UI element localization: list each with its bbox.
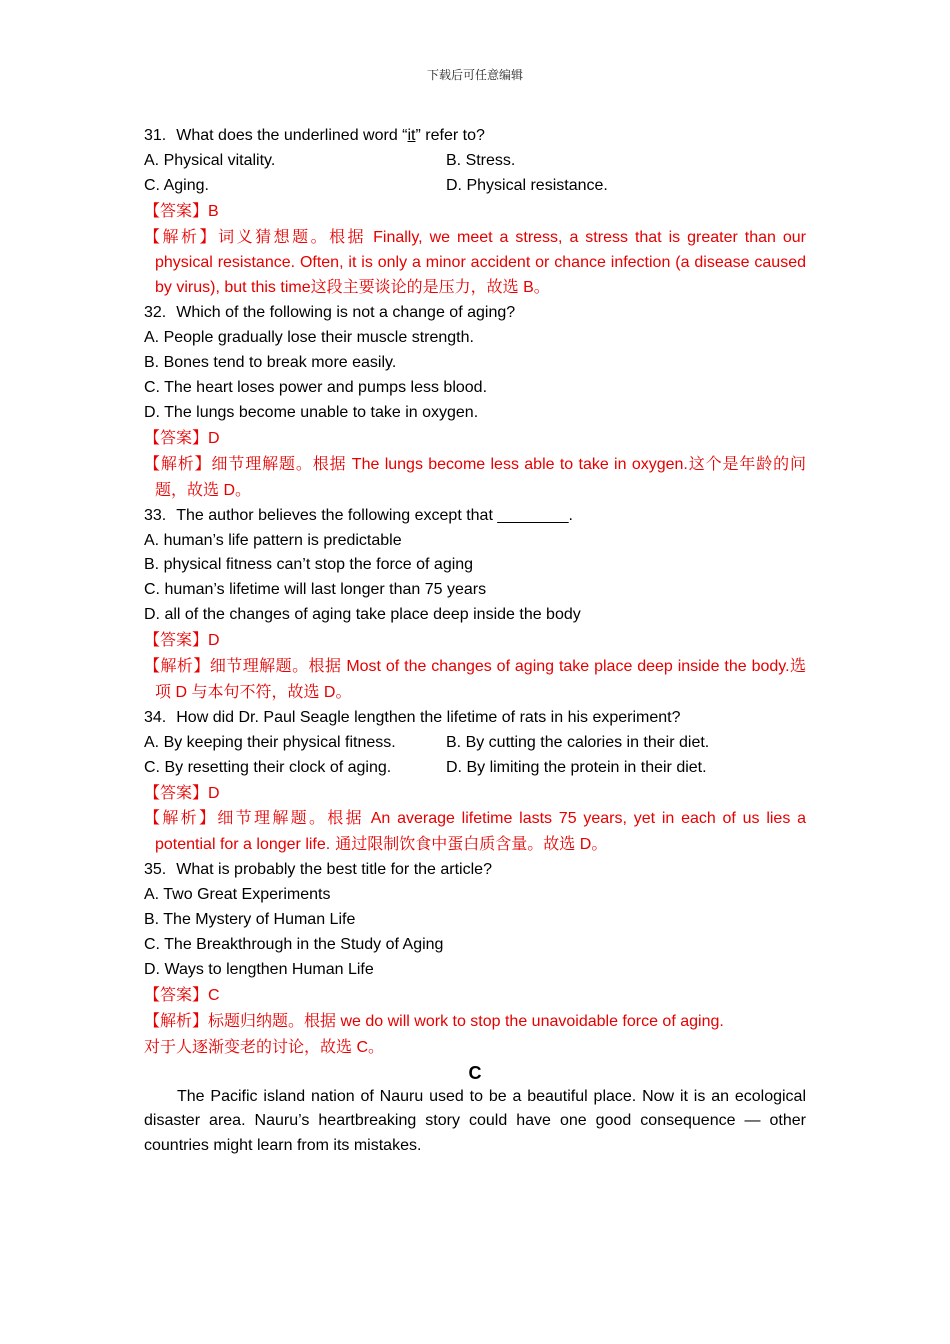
question-34-options-row-1	[144, 731, 806, 756]
option-a: A. People gradually lose their muscle strength.	[144, 329, 474, 347]
option-b: B. Stress.	[446, 151, 516, 169]
question-number: 32.	[144, 304, 167, 322]
question-number: 31.	[144, 127, 167, 144]
question-33-explanation: 【解析】细节理解题。根据 Most of the changes of aging take place deep inside the body.选项 D 与本句不符，故选 D。	[144, 656, 806, 701]
option-d: D. Ways to lengthen Human Life	[144, 960, 374, 978]
question-34-explanation: 【解析】细节理解题。根据 An average lifetime lasts 75 years, yet in each of us lies a potential for a longer life. 通过限制饮食中蛋白质含量。故选 D。	[144, 808, 806, 854]
question-number: 33.	[144, 506, 167, 524]
passage-paragraph: The Pacific island nation of Nauru used to be a beautiful place. Now it is an ecological disaster area. Nauru’s heartbreaking story could have one good consequence — other countries might learn from its mistakes.	[144, 1087, 806, 1155]
option-c: C. human’s lifetime will last longer than 75 years	[144, 581, 487, 599]
option-a: A. By keeping their physical fitness.	[144, 733, 396, 751]
section-title: C	[468, 1062, 482, 1083]
page-header: 下载后可任意编辑	[426, 68, 523, 82]
question-number: 35.	[144, 861, 167, 879]
question-32-explanation: 【解析】细节理解题。根据 The lungs become less able to take in oxygen.这个是年龄的问题，故选 D。	[144, 453, 806, 499]
question-33-answer: 【答案】D	[144, 630, 220, 650]
question-34-options-row-2	[144, 756, 806, 781]
question-31-options-row-2	[144, 174, 806, 199]
option-a: A. human’s life pattern is predictable	[144, 531, 402, 549]
option-a: A. Two Great Experiments	[144, 886, 331, 904]
option-a: A. Physical vitality.	[144, 151, 276, 169]
option-b: B. physical fitness can’t stop the force of aging	[144, 556, 474, 574]
question-31-stem: 31. What does the underlined word “it” refer to?	[144, 127, 485, 144]
option-c: C. Aging.	[144, 176, 209, 194]
question-31-answer: 【答案】B	[144, 200, 219, 220]
question-number: 34.	[144, 708, 167, 726]
option-b: B. Bones tend to break more easily.	[144, 354, 397, 372]
question-35-explanation: 【解析】标题归纳题。根据 we do will work to stop the unavoidable force of aging. 对于人逐渐变老的讨论，故选 C。	[144, 1010, 724, 1056]
question-31-options-row-1	[144, 149, 806, 174]
document-body	[144, 124, 806, 1159]
option-b: B. By cutting the calories in their diet.	[446, 733, 710, 751]
option-c: C. The heart loses power and pumps less blood.	[144, 379, 488, 397]
option-b: B. The Mystery of Human Life	[144, 911, 356, 929]
question-34-answer: 【答案】D	[144, 782, 220, 802]
question-34-stem: 34. How did Dr. Paul Seagle lengthen the lifetime of rats in his experiment?	[144, 708, 681, 726]
question-35-answer: 【答案】C	[144, 984, 220, 1004]
option-d: D. all of the changes of aging take place deep inside the body	[144, 606, 581, 624]
underlined-word: it	[407, 127, 416, 144]
question-32-stem: 32. Which of the following is not a change of aging?	[144, 304, 516, 322]
option-d: D. The lungs become unable to take in oxygen.	[144, 403, 479, 421]
question-32-answer: 【答案】D	[144, 427, 220, 447]
question-35-stem: 35. What is probably the best title for the article?	[144, 861, 492, 879]
option-d: D. Physical resistance.	[446, 176, 608, 194]
option-c: C. By resetting their clock of aging.	[144, 758, 392, 776]
question-31-explanation: 【解析】词义猜想题。根据 Finally, we meet a stress, a stress that is greater than our physical resistance. Often, it is only a minor accident or chance infection (a disease caused by virus), but this time这段主要谈论的是压力，故选 B。	[144, 226, 806, 297]
question-33-stem: 33. The author believes the following except that ________.	[144, 506, 573, 524]
option-c: C. The Breakthrough in the Study of Aging	[144, 936, 444, 953]
option-d: D. By limiting the protein in their diet.	[446, 758, 707, 776]
